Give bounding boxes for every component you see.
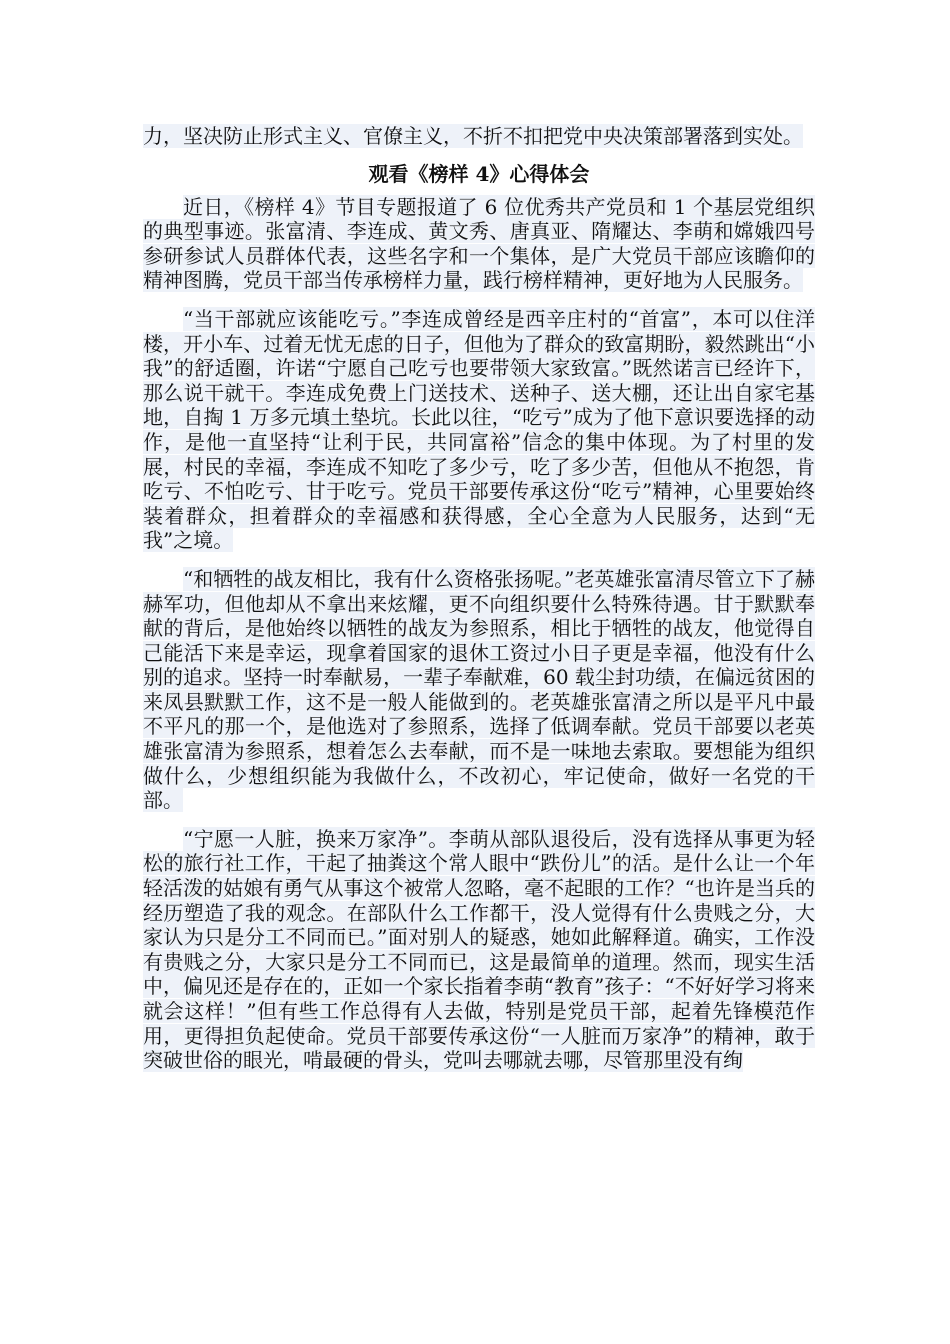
document-body — [143, 124, 815, 1073]
paragraph-li-liancheng — [143, 307, 815, 553]
paragraph-zhang-fuqing-text: “和牺牲的战友相比，我有什么资格张扬呢。”老英雄张富清尽管立下了赫赫军功，但他却从不拿出来炫耀，更不向组织要什么特殊待遇。甘于默默奉献的背后，是他始终以牺牲的战友为参照系，相比于牺牲的战友，他觉得自己能活下来是幸运，现拿着国家的退休工资过小日子更是幸福，他没有什么别的追求。坚持一时奉献易，一辈子奉献难，60 载尘封功绩，在偏远贫困的来凤县默默工作，这不是一般人能做到的。老英雄张富清之所以是平凡中最不平凡的那一个，是他选对了参照系，选择了低调奉献。党员干部要以老英雄张富清为参照系，想着怎么去奉献，而不是一味地去索取。要想能为组织做什么，少想组织能为我做什么，不改初心，牢记使命，做好一名党的干部。 — [143, 566, 815, 813]
paragraph-li-meng — [143, 827, 815, 1073]
paragraph-intro — [143, 195, 815, 293]
continuation-text: 力，坚决防止形式主义、官僚主义，不折不扣把党中央决策部署落到实处。 — [143, 124, 803, 148]
paragraph-intro-text: 近日，《榜样 4》节目专题报道了 6 位优秀共产党员和 1 个基层党组织的典型事迹。张富清、李连成、黄文秀、唐真亚、隋耀达、李萌和嫦娥四号参研参试人员群体代表，这些名字和一个集体，是广大党员干部应该瞻仰的精神图腾，党员干部当传承榜样力量，践行榜样精神，更好地为人民服务。 — [143, 194, 815, 293]
paragraph-zhang-fuqing — [143, 567, 815, 813]
document-title: 观看《榜样 4》心得体会 — [368, 161, 590, 186]
paragraph-li-liancheng-text: “当干部就应该能吃亏。”李连成曾经是西辛庄村的“首富”，本可以住洋楼，开小车、过着无忧无虑的日子，但他为了群众的致富期盼，毅然跳出“小我”的舒适圈，许诺“宁愿自己吃亏也要带领大家致富。”既然诺言已经许下，那么说干就干。李连成免费上门送技术、送种子、送大棚，还让出自家宅基地，自掏 1 万多元填土垫坑。长此以往，“吃亏”成为了他下意识要选择的动作，是他一直坚持“让利于民，共同富裕”信念的集中体现。为了村里的发展，村民的幸福，李连成不知吃了多少亏，吃了多少苦，但他从不抱怨，肯吃亏、不怕吃亏、甘于吃亏。党员干部要传承这份“吃亏”精神，心里要始终装着群众，担着群众的幸福感和获得感，全心全意为人民服务，达到“无我”之境。 — [143, 306, 815, 553]
paragraph-li-meng-text: “宁愿一人脏，换来万家净”。李萌从部队退役后，没有选择从事更为轻松的旅行社工作，干起了抽粪这个常人眼中“跌份儿”的活。是什么让一个年轻活泼的姑娘有勇气从事这个被常人忽略，毫不起眼的工作？“也许是当兵的经历塑造了我的观念。在部队什么工作都干，没人觉得有什么贵贱之分，大家认为只是分工不同而已。”面对别人的疑惑，她如此解释道。确实，工作没有贵贱之分，大家只是分工不同而已，这是最简单的道理。然而，现实生活中，偏见还是存在的，正如一个家长指着李萌“教育”孩子：“不好好学习将来就会这样！”但有些工作总得有人去做，特别是党员干部，起着先锋模范作用，更得担负起使命。党员干部要传承这份“一人脏而万家净”的精神，敢于突破世俗的眼光，啃最硬的骨头，党叫去哪就去哪，尽管那里没有绚 — [143, 826, 815, 1073]
continuation-paragraph — [143, 124, 815, 149]
